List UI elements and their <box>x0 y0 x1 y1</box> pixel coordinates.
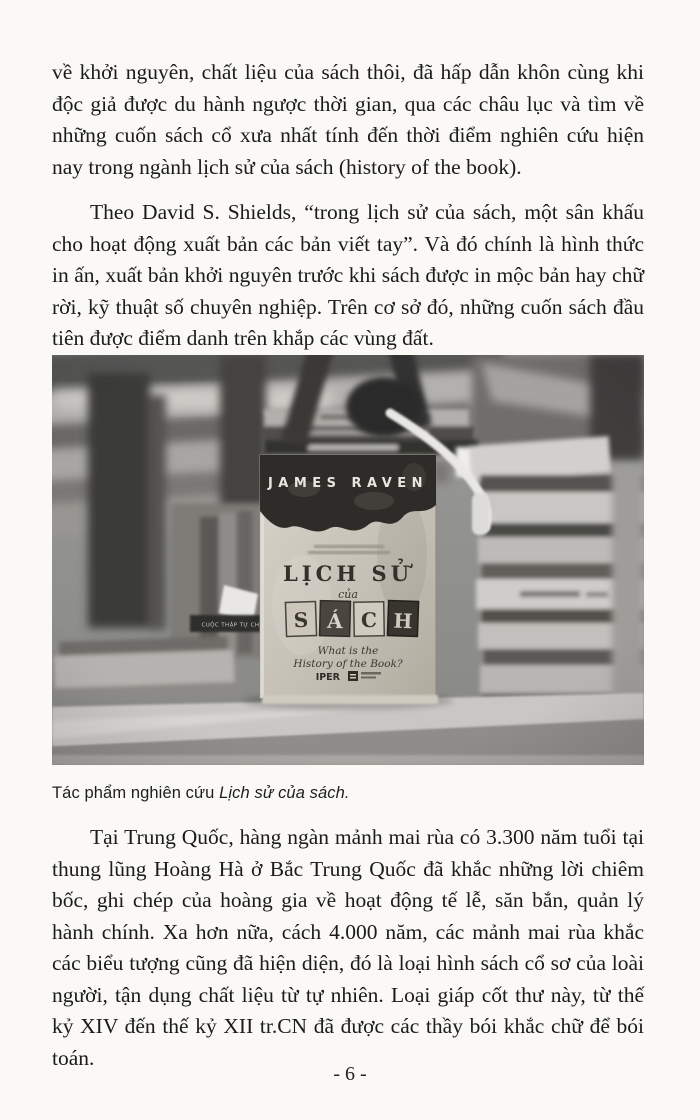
photo-caption <box>52 784 644 803</box>
body-paragraph-3: Tại Trung Quốc, hàng ngàn mảnh mai rùa có 3.300 năm tuổi tại thung lũng Hoàng Hà ở Bắc Trung Quốc đã khắc những lời chiêm bốc, ghi chép của hoàng gia về hoạt động tế lễ, săn bắn, quản lý hành chính. Xa hơn nữa, cách 4.000 năm, các mảnh mai rùa khắc các biểu tượng cũng đã hiện diện, đó là loại hình sách cổ sơ của loài người, tận dụng chất liệu từ tự nhiên. Loại giáp cốt thư này, từ thế kỷ XIV đến thế kỷ XII tr.CN đã được các thầy bói khắc chữ để bói toán. <box>52 825 644 1070</box>
caption-book-title: Lịch sử của sách. <box>219 784 350 802</box>
book-photo-illustration <box>52 355 644 765</box>
page-number: - 6 - <box>333 1063 367 1085</box>
book-photograph <box>52 355 644 765</box>
body-paragraph-1: về khởi nguyên, chất liệu của sách thôi, đã hấp dẫn khôn cùng khi độc giả được du hành ngược thời gian, qua các châu lục và tìm về những cuốn sách cổ xưa nhất tính đến thời điểm nghiên cứu hiện nay trong ngành lịch sử của sách (history of the book). <box>52 60 644 179</box>
photo-vignette <box>52 355 644 765</box>
caption-regular-text: Tác phẩm nghiên cứu <box>52 784 220 802</box>
body-paragraph-2: Theo David S. Shields, “trong lịch sử của sách, một sân khấu cho hoạt động xuất bản các bản viết tay”. Và đó chính là hình thức in ấn, xuất bản khởi nguyên trước khi sách được in mộc bản hay chữ rời, kỹ thuật số chuyên nghiệp. Trên cơ sở đó, những cuốn sách đầu tiên được điểm danh trên khắp các vùng đất. <box>52 200 644 350</box>
